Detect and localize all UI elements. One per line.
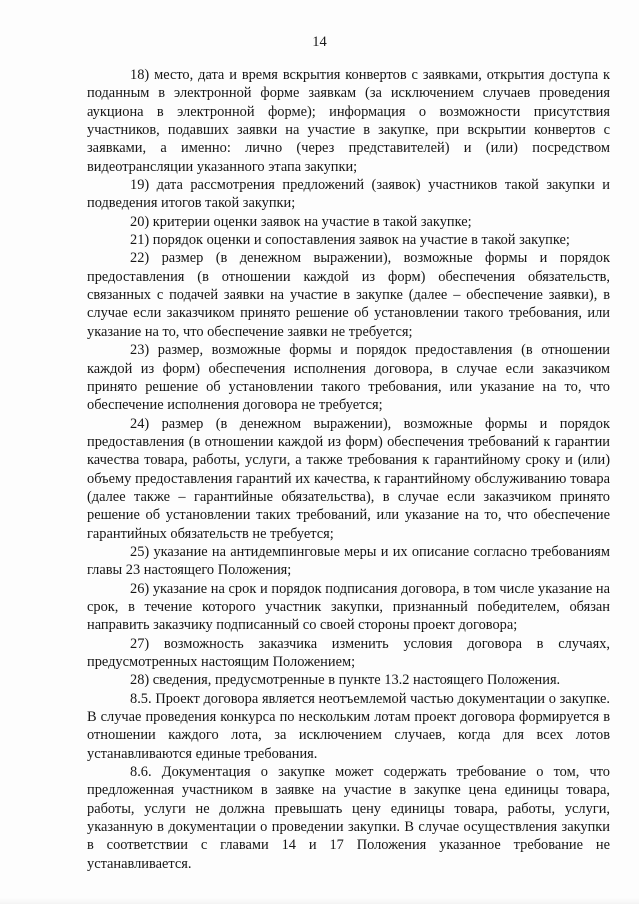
list-item-25: 25) указание на антидемпинговые меры и их описание согласно требованиям главы 23 настоящего Положения; — [87, 543, 610, 579]
scan-edge-shadow — [0, 898, 639, 904]
list-item-26: 26) указание на срок и порядок подписания договора, в том числе указание на срок, в течение которого участник закупки, признанный победителем, обязан направить заказчику подписанный со своей стороны проект договора; — [87, 580, 610, 634]
list-item-27: 27) возможность заказчика изменить условия договора в случаях, предусмотренных настоящим Положением; — [87, 635, 610, 670]
document-body — [87, 66, 610, 873]
list-item-24: 24) размер (в денежном выражении), возможные формы и порядок предоставления (в отношении каждой из форм) обеспечения требований к гарантии качества товара, работы, услуги, а также требования к гарантийному сроку и (или) объему предоставления гарантий их качества, к гарантийному обслуживанию товара (далее также – гарантийные обязательства), в случае если заказчиком принято решение об установлении таких требований, или указание на то, что обеспечение гарантийных обязательств не требуется; — [87, 415, 610, 542]
list-item-18: 18) место, дата и время вскрытия конвертов с заявками, открытия доступа к поданным в электронной форме заявкам (за исключением случаев проведения аукциона в электронной форме); информация о возможности присутствия участников, подавших заявки на участие в закупке, при вскрытии конвертов с заявками, а именно: лично (через представителей) и (или) посредством видеотрансляции указанного этапа закупки; — [87, 67, 610, 175]
list-item-22: 22) размер (в денежном выражении), возможные формы и порядок предоставления (в отношении каждой из форм) обеспечения обязательств, связанных с подачей заявки на участие в закупке (далее – обеспечение заявки), в случае если заказчиком принято решение об установлении такого требования, или указание на то, что обеспечение заявки не требуется; — [87, 250, 610, 340]
clause-8-5: 8.5. Проект договора является неотъемлемой частью документации о закупке. В случае проведения конкурса по нескольким лотам проект договора формируется в отношении каждого лота, за исключением случаев, когда для всех лотов устанавливаются единые требования. — [87, 690, 610, 762]
list-item-21: 21) порядок оценки и сопоставления заявок на участие в такой закупке; — [130, 232, 570, 249]
page-number: 14 — [312, 34, 327, 50]
list-item-23: 23) размер, возможные формы и порядок предоставления (в отношении каждой из форм) обеспечения исполнения договора, в случае если заказчиком принято решение об установлении такого требования, или указание на то, что обеспечение исполнения договора не требуется; — [87, 342, 610, 414]
list-item-28: 28) сведения, предусмотренные в пункте 13.2 настоящего Положения. — [130, 672, 561, 689]
list-item-20: 20) критерии оценки заявок на участие в такой закупке; — [130, 213, 472, 230]
clause-8-6: 8.6. Документация о закупке может содержать требование о том, что предложенная участником в заявке на участие в закупке цена единицы товара, работы, услуги не должна превышать цену единицы товара, работы, услуги, указанную в документации о проведении закупки. В случае осуществления закупки в соответствии с главами 14 и 17 Положения указанное требование не устанавливается. — [87, 764, 610, 872]
list-item-19: 19) дата рассмотрения предложений (заявок) участников такой закупки и подведения итогов такой закупки; — [87, 177, 610, 212]
